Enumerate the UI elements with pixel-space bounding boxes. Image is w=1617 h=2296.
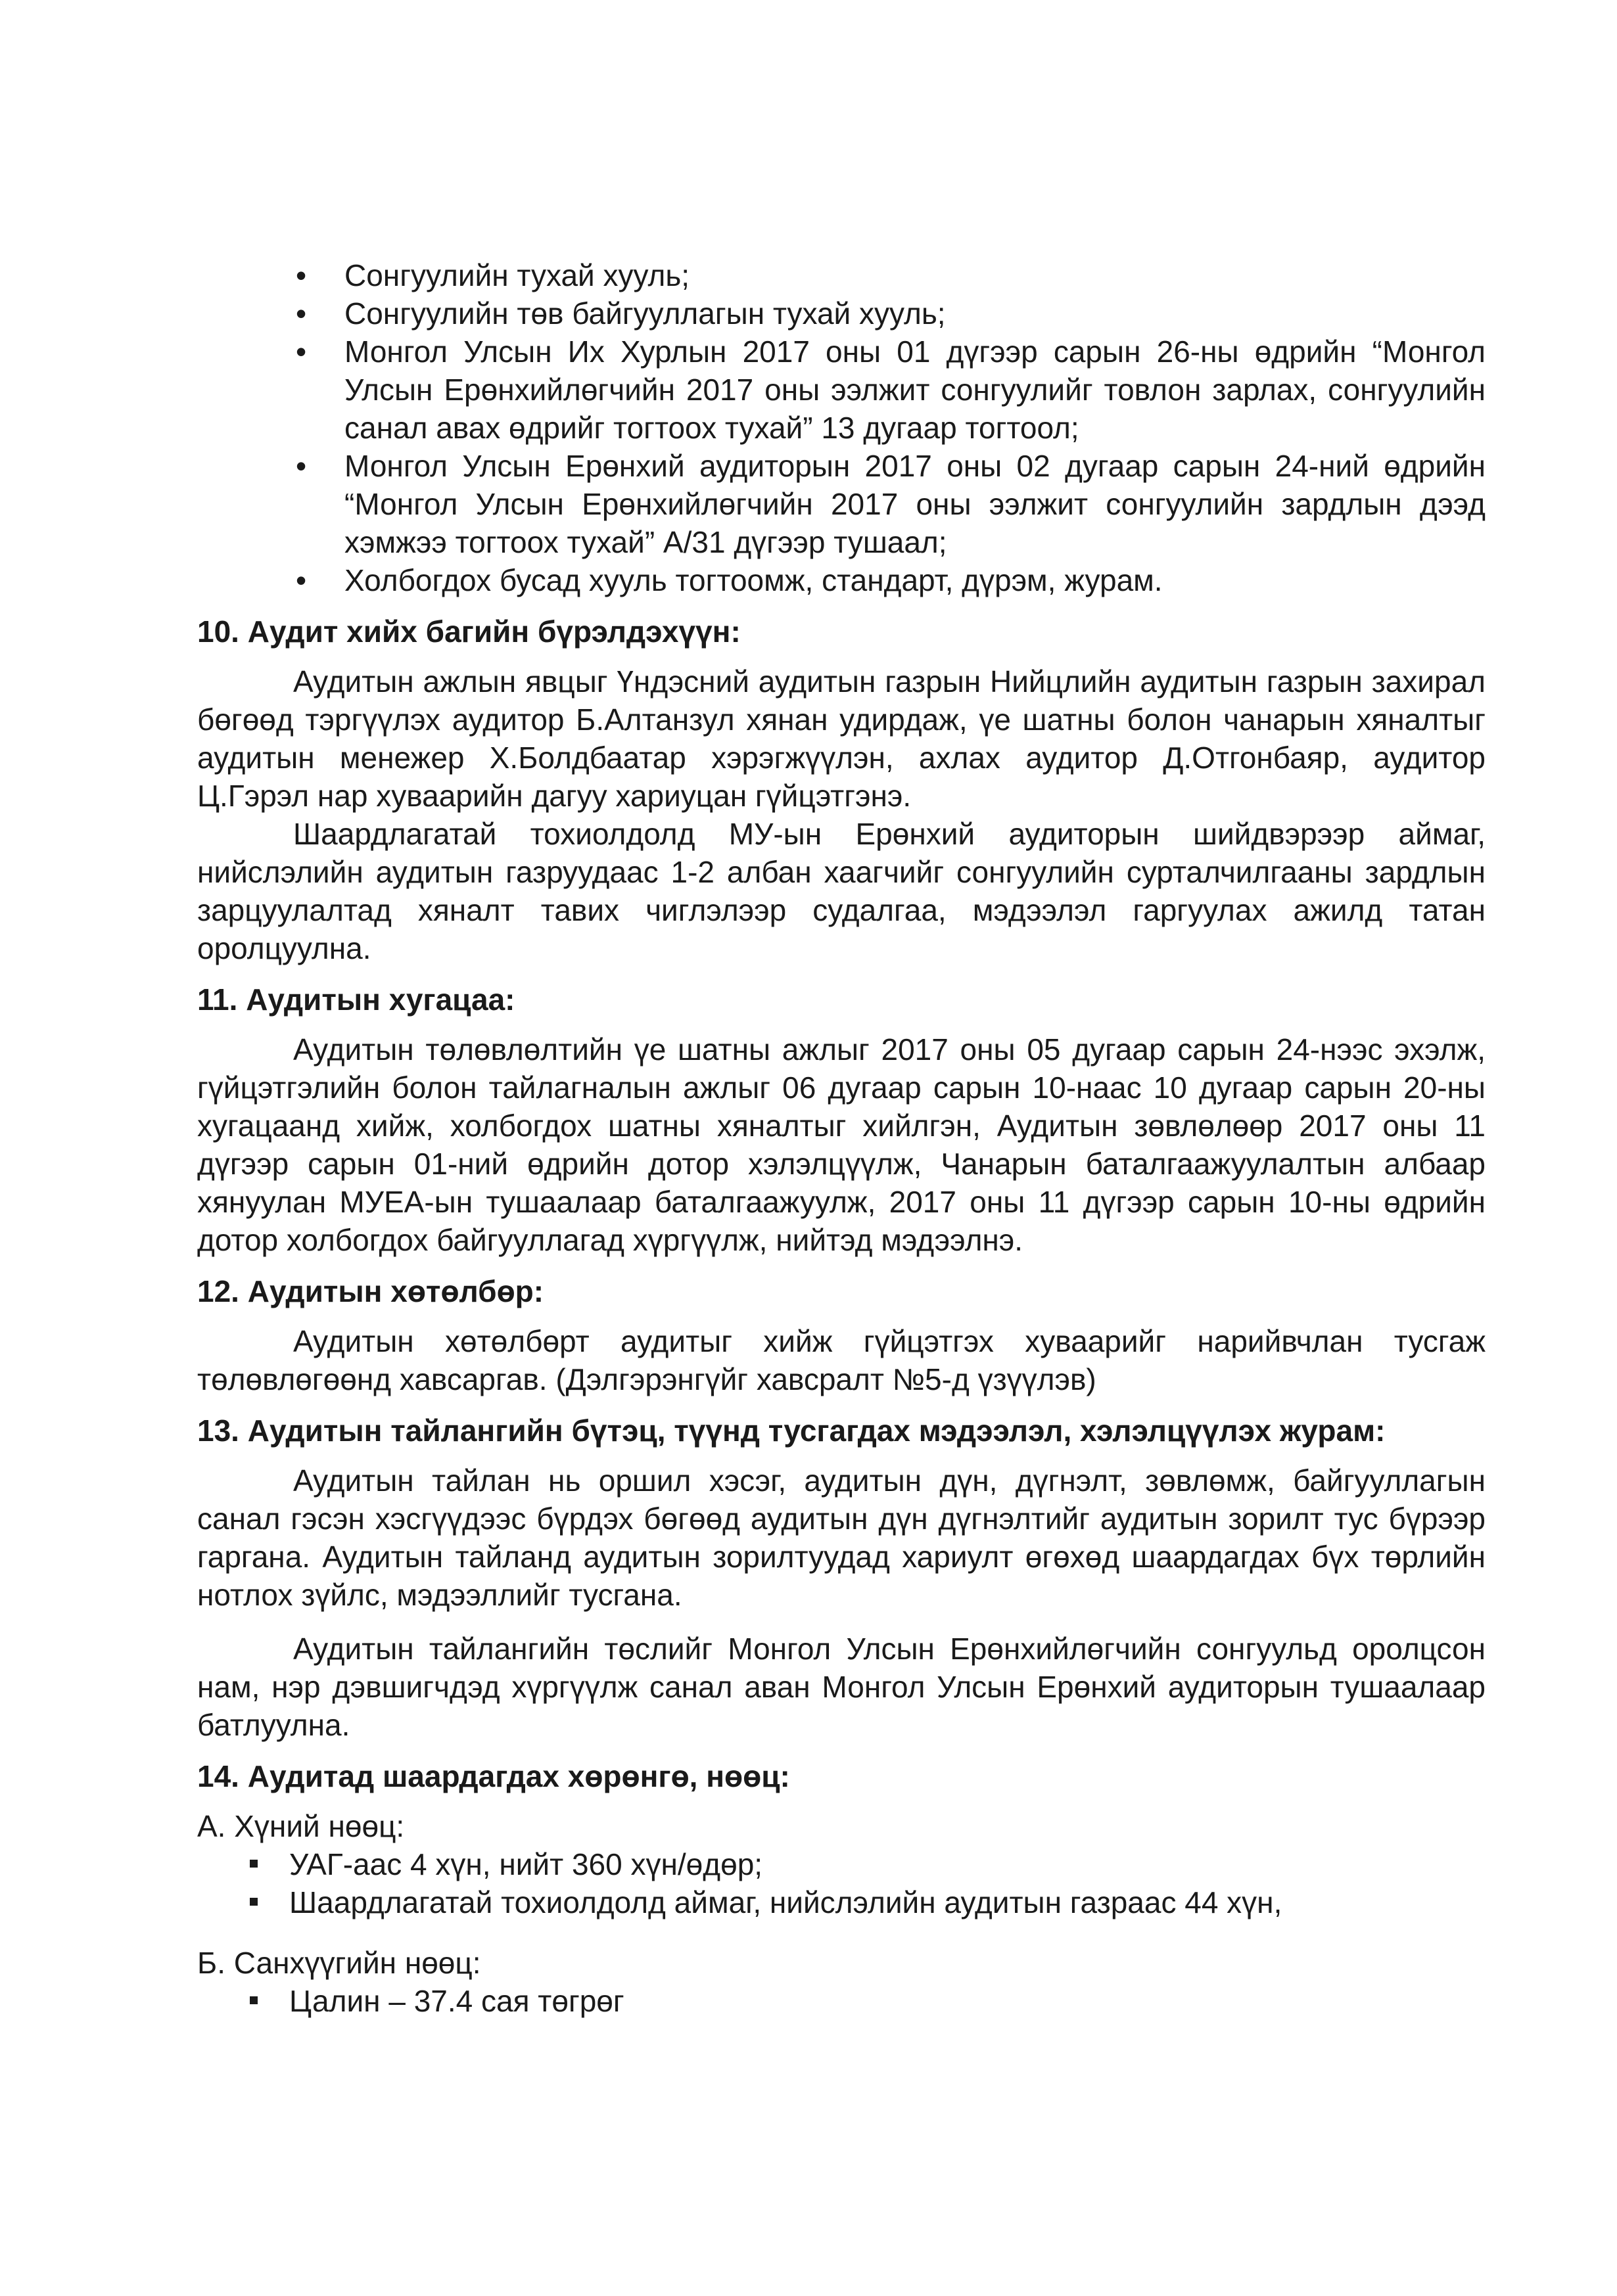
paragraph: Шаардлагатай тохиолдолд МУ-ын Ерөнхий аудиторын шийдвэрээр аймаг, нийслэлийн аудитын газруудаас 1-2 албан хаагчийг сонгуулийн сурталчилгааны зардлын зарцуулалтад хяналт тавих чиглэлээр судалгаа, мэдээлэл гаргуулах ажилд татан оролцуулна. [197,817,1486,965]
paragraph: Аудитын төлөвлөлтийн үе шатны ажлыг 2017 оны 05 дугаар сарын 24-нээс эхэлж, гүйцэтгэлийн болон тайлагналын ажлыг 06 дугаар сарын 10-наас 10 дугаар сарын 20-ны хугацаанд хийж, холбогдох шатны хяналтыг хийлгэн, Аудитын зөвлөлөөр 2017 оны 11 дүгээр сарын 01-ний өдрийн дотор хэлэлцүүлж, Чанарын баталгаажуулалтын албаар хянуулан МУЕА-ын тушаалаар баталгаажуулж, 2017 оны 11 дүгээр сарын 10-ны өдрийн дотор холбогдох байгууллагад хүргүүлж, нийтэд мэдээлнэ. [197,1032,1486,1257]
paragraph: Аудитын хөтөлбөрт аудитыг хийж гүйцэтгэх хуваарийг нарийвчлан тусгаж төлөвлөгөөнд хавсаргав. (Дэлгэрэнгүйг хавсралт №5-д үзүүлэв) [197,1324,1486,1396]
list-item: • Монгол Улсын Ерөнхий аудиторын 2017 оны 02 дугаар сарын 24-ний өдрийн “Монгол Улсын Ерөнхийлөгчийн 2017 оны ээлжит сонгуулийн зардлын дээд хэмжээ тогтоох тухай” А/31 дүгээр тушаал; [344,447,1486,561]
financial-resources-list [197,1982,1486,2020]
paragraph: Аудитын тайлангийн төслийг Монгол Улсын Ерөнхийлөгчийн сонгуульд оролцсон нам, нэр дэвшигчдэд хүргүүлж санал аван Монгол Улсын Ерөнхий аудиторын тушаалаар батлуулна. [197,1632,1486,1742]
section-heading-11: 11. Аудитын хугацаа: [197,982,515,1017]
paragraph: Аудитын тайлан нь оршил хэсэг, аудитын дүн, дүгнэлт, зөвлөмж, байгууллагын санал гэсэн хэсгүүдээс бүрдэх бөгөөд аудитын дүн дүгнэлтийг аудитын зорилт тус бүрээр гаргана. Аудитын тайланд аудитын зорилтуудад хариулт өгөхөд шаардагдах бүх төрлийн нотлох зүйлс, мэдээллийг тусгана. [197,1463,1486,1612]
list-item: • Сонгуулийн тухай хууль; [344,256,1486,294]
section-heading-12: 12. Аудитын хөтөлбөр: [197,1274,544,1308]
list-item: Цалин – 37.4 сая төгрөг [289,1982,1486,2020]
section-heading-13: 13. Аудитын тайлангийн бүтэц, түүнд тусгагдах мэдээлэл, хэлэлцүүлэх журам: [197,1413,1386,1448]
document-page [197,256,1486,2020]
section-heading-14: 14. Аудитад шаардагдах хөрөнгө, нөөц: [197,1759,790,1793]
paragraph: Аудитын ажлын явцыг Үндэсний аудитын газрын Нийцлийн аудитын газрын захирал бөгөөд тэргүүлэх аудитор Б.Алтанзул хянан удирдаж, үе шатны болон чанарын хяналтыг аудитын менежер Х.Болдбаатар хэрэгжүүлэн, ахлах аудитор Д.Отгонбаяр, аудитор Ц.Гэрэл нар хуваарийн дагуу хариуцан гүйцэтгэнэ. [197,664,1486,813]
list-item: • Сонгуулийн төв байгууллагын тухай хууль; [344,294,1486,333]
legal-basis-list [197,256,1486,599]
human-resources-list [197,1845,1486,1921]
subsection-title-human: А. Хүний нөөц: [197,1809,405,1843]
list-item: • Холбогдох бусад хууль тогтоомж, стандарт, дүрэм, журам. [344,561,1486,599]
list-item: Шаардлагатай тохиолдолд аймаг, нийслэлийн аудитын газраас 44 хүн, [289,1883,1486,1921]
section-heading-10: 10. Аудит хийх багийн бүрэлдэхүүн: [197,614,741,649]
list-item: • Монгол Улсын Их Хурлын 2017 оны 01 дүгээр сарын 26-ны өдрийн “Монгол Улсын Ерөнхийлөгчийн 2017 оны ээлжит сонгуулийг товлон зарлах, сонгуулийн санал авах өдрийг тогтоох тухай” 13 дугаар тогтоол; [344,333,1486,447]
subsection-title-finance: Б. Санхүүгийн нөөц: [197,1946,481,1980]
list-item: УАГ-аас 4 хүн, нийт 360 хүн/өдөр; [289,1845,1486,1883]
